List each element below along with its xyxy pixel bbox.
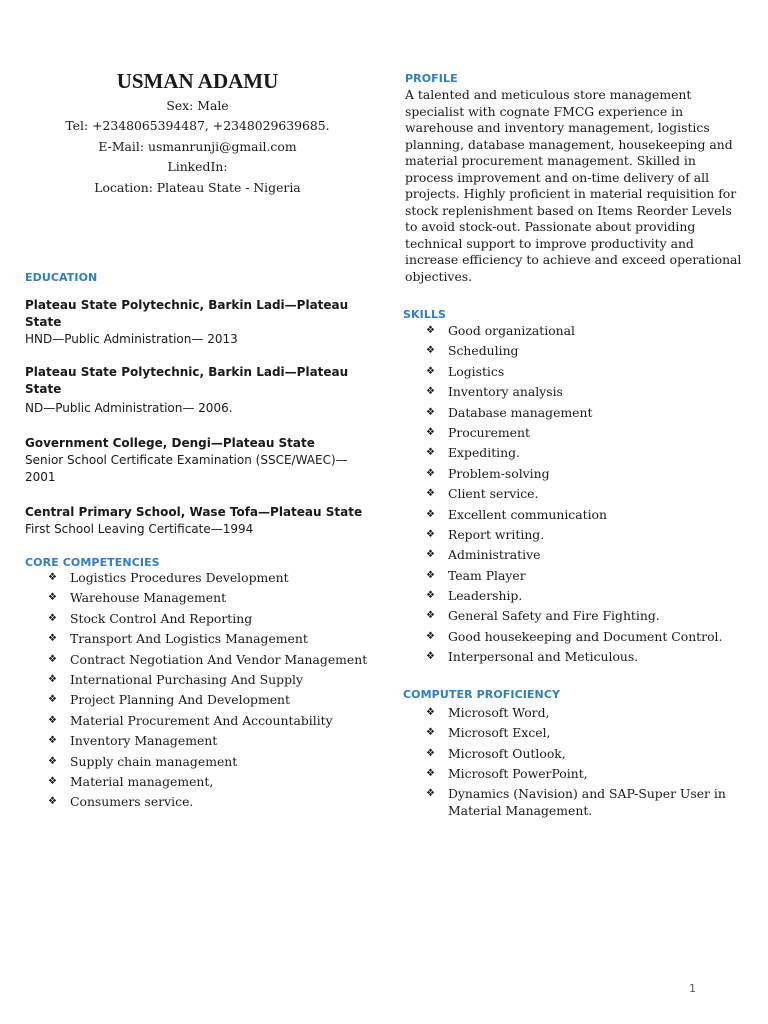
list-item-text: Supply chain management (70, 753, 238, 769)
bullet-icon: ❖ (426, 610, 435, 622)
list-item (25, 713, 370, 730)
list-item (403, 466, 748, 483)
list-item-text: Microsoft Word, (448, 704, 550, 720)
list-item (403, 629, 748, 646)
bullet-icon: ❖ (426, 767, 435, 779)
list-item-text: Scheduling (448, 343, 519, 359)
list-item-text: Excellent communication (448, 506, 607, 522)
bullet-icon: ❖ (426, 447, 435, 459)
list-item-text: Microsoft PowerPoint, (448, 765, 588, 781)
bullet-icon: ❖ (426, 406, 435, 418)
education-school: Central Primary School, Wase Tofa—Plateau State (25, 505, 363, 520)
bullet-icon: ❖ (48, 653, 57, 665)
list-item-text: Expediting. (448, 445, 520, 461)
list-item-text: Material Procurement And Accountability (70, 712, 333, 728)
left-column (25, 68, 370, 815)
education-detail: ND—Public Administration— 2006. (25, 401, 233, 416)
list-item-text: Good housekeeping and Document Control. (448, 628, 723, 644)
contact-header (25, 68, 370, 198)
bullet-icon: ❖ (48, 735, 57, 747)
list-item (403, 527, 748, 544)
bullet-icon: ❖ (48, 796, 57, 808)
education-detail: First School Leaving Certificate—1994 (25, 522, 254, 537)
list-item (25, 692, 370, 709)
page-number: 1 (689, 982, 696, 995)
bullet-icon: ❖ (426, 508, 435, 520)
list-item-text: Logistics (448, 363, 505, 379)
list-item-text: Contract Negotiation And Vendor Management (70, 651, 368, 667)
list-item-text: Logistics Procedures Development (70, 570, 289, 586)
list-item-text: Leadership. (448, 588, 523, 604)
list-item (25, 611, 370, 628)
bullet-icon: ❖ (426, 651, 435, 663)
bullet-icon: ❖ (426, 788, 435, 800)
list-item (403, 507, 748, 524)
linkedin-line: LinkedIn: (167, 159, 228, 175)
bullet-icon: ❖ (426, 706, 435, 718)
competencies-title: CORE COMPETENCIES (25, 556, 160, 570)
list-item (403, 547, 748, 564)
list-item (403, 323, 748, 340)
education-school: Government College, Dengi—Plateau State (25, 436, 315, 451)
bullet-icon: ❖ (426, 630, 435, 642)
list-item (403, 725, 748, 742)
right-column (403, 72, 748, 823)
candidate-name: USMAN ADAMU (116, 69, 279, 93)
bullet-icon: ❖ (48, 673, 57, 685)
list-item (403, 705, 748, 722)
list-item-text: Microsoft Outlook, (448, 745, 566, 761)
list-item (403, 384, 748, 401)
list-item-text: Material management, (70, 773, 214, 789)
list-item-text: Problem-solving (448, 465, 550, 481)
education-entry (25, 364, 370, 417)
list-item-text: Report writing. (448, 526, 545, 542)
list-item-text: Project Planning And Development (70, 692, 291, 708)
skills-title: SKILLS (403, 308, 447, 321)
sex-line: Sex: Male (166, 98, 229, 113)
list-item-text: Good organizational (448, 323, 575, 338)
education-list (25, 297, 370, 538)
list-item (403, 766, 748, 783)
location-line: Location: Plateau State - Nigeria (94, 179, 301, 195)
bullet-icon: ❖ (426, 549, 435, 561)
bullet-icon: ❖ (426, 569, 435, 581)
list-item-text: Transport And Logistics Management (70, 631, 308, 647)
education-school: Plateau State Polytechnic, Barkin Ladi—Plateau State (25, 365, 349, 397)
computer-title: COMPUTER PROFICIENCY (403, 687, 561, 701)
list-item (25, 774, 370, 791)
education-detail: HND—Public Administration— 2013 (25, 332, 238, 347)
email-line: E-Mail: usmanrunji@gmail.com (98, 138, 297, 154)
list-item (403, 405, 748, 422)
education-school: Plateau State Polytechnic, Barkin Ladi—Plateau State (25, 298, 349, 330)
list-item (403, 608, 748, 625)
list-item-text: Inventory Management (70, 733, 218, 749)
bullet-icon: ❖ (48, 572, 57, 584)
list-item (403, 746, 748, 763)
list-item (403, 786, 748, 819)
list-item-text: Inventory analysis (448, 384, 563, 400)
list-item-text: Team Player (448, 567, 526, 583)
education-entry (25, 504, 370, 538)
list-item-text: Procurement (448, 424, 530, 440)
list-item (25, 590, 370, 607)
bullet-icon: ❖ (426, 325, 435, 336)
list-item (25, 754, 370, 771)
list-item (403, 486, 748, 503)
phone-line: Tel: +2348065394487, +2348029639685. (65, 118, 330, 134)
list-item-text: Client service. (448, 486, 539, 502)
bullet-icon: ❖ (426, 467, 435, 479)
list-item-text: Interpersonal and Meticulous. (448, 649, 639, 665)
bullet-icon: ❖ (48, 714, 57, 726)
list-item-text: General Safety and Fire Fighting. (448, 608, 660, 624)
bullet-icon: ❖ (48, 755, 57, 767)
bullet-icon: ❖ (426, 528, 435, 540)
list-item (25, 672, 370, 689)
education-title: EDUCATION (25, 271, 98, 285)
list-item (403, 343, 748, 360)
bullet-icon: ❖ (426, 590, 435, 602)
bullet-icon: ❖ (426, 386, 435, 398)
list-item (25, 570, 370, 587)
list-item-text: Warehouse Management (70, 590, 227, 606)
bullet-icon: ❖ (48, 592, 57, 604)
bullet-icon: ❖ (426, 426, 435, 438)
list-item (25, 794, 370, 811)
education-entry (25, 435, 370, 486)
list-item (403, 425, 748, 442)
bullet-icon: ❖ (48, 633, 57, 645)
bullet-icon: ❖ (426, 488, 435, 500)
list-item-text: Microsoft Excel, (448, 725, 551, 741)
list-item (403, 588, 748, 605)
skills-list (403, 323, 748, 666)
list-item (25, 631, 370, 648)
list-item (403, 649, 748, 666)
list-item-text: Consumers service. (70, 794, 194, 810)
bullet-icon: ❖ (426, 727, 435, 739)
education-detail: Senior School Certificate Examination (SSCE/WAEC)—2001 (25, 453, 348, 485)
list-item (403, 568, 748, 585)
bullet-icon: ❖ (48, 775, 57, 787)
list-item (403, 364, 748, 381)
education-entry (25, 297, 370, 348)
list-item-text: Database management (448, 404, 593, 420)
bullet-icon: ❖ (426, 345, 435, 357)
bullet-icon: ❖ (426, 365, 435, 377)
bullet-icon: ❖ (48, 694, 57, 706)
list-item-text: Administrative (448, 547, 541, 563)
list-item-text: Stock Control And Reporting (70, 610, 253, 626)
profile-title: PROFILE (405, 72, 458, 85)
profile-text: A talented and meticulous store management specialist with cognate FMCG experience in warehouse and inventory management, logistics planning, database management, housekeeping and material procurement management. Skilled in process improvement and on-time delivery of all projects. Highly proficient in material requisition for stock replenishment based on Items Reorder Levels to avoid stock-out. Passionate about providing technical support to improve productivity and increase efficiency to achieve and exceed operational objectives. (405, 87, 742, 284)
list-item (25, 652, 370, 669)
competencies-list (25, 570, 370, 811)
list-item (25, 733, 370, 750)
computer-list (403, 705, 748, 820)
list-item-text: International Purchasing And Supply (70, 671, 303, 687)
list-item (403, 445, 748, 462)
list-item-text: Dynamics (Navision) and SAP-Super User in Material Management. (448, 786, 726, 818)
bullet-icon: ❖ (48, 612, 57, 624)
bullet-icon: ❖ (426, 747, 435, 759)
